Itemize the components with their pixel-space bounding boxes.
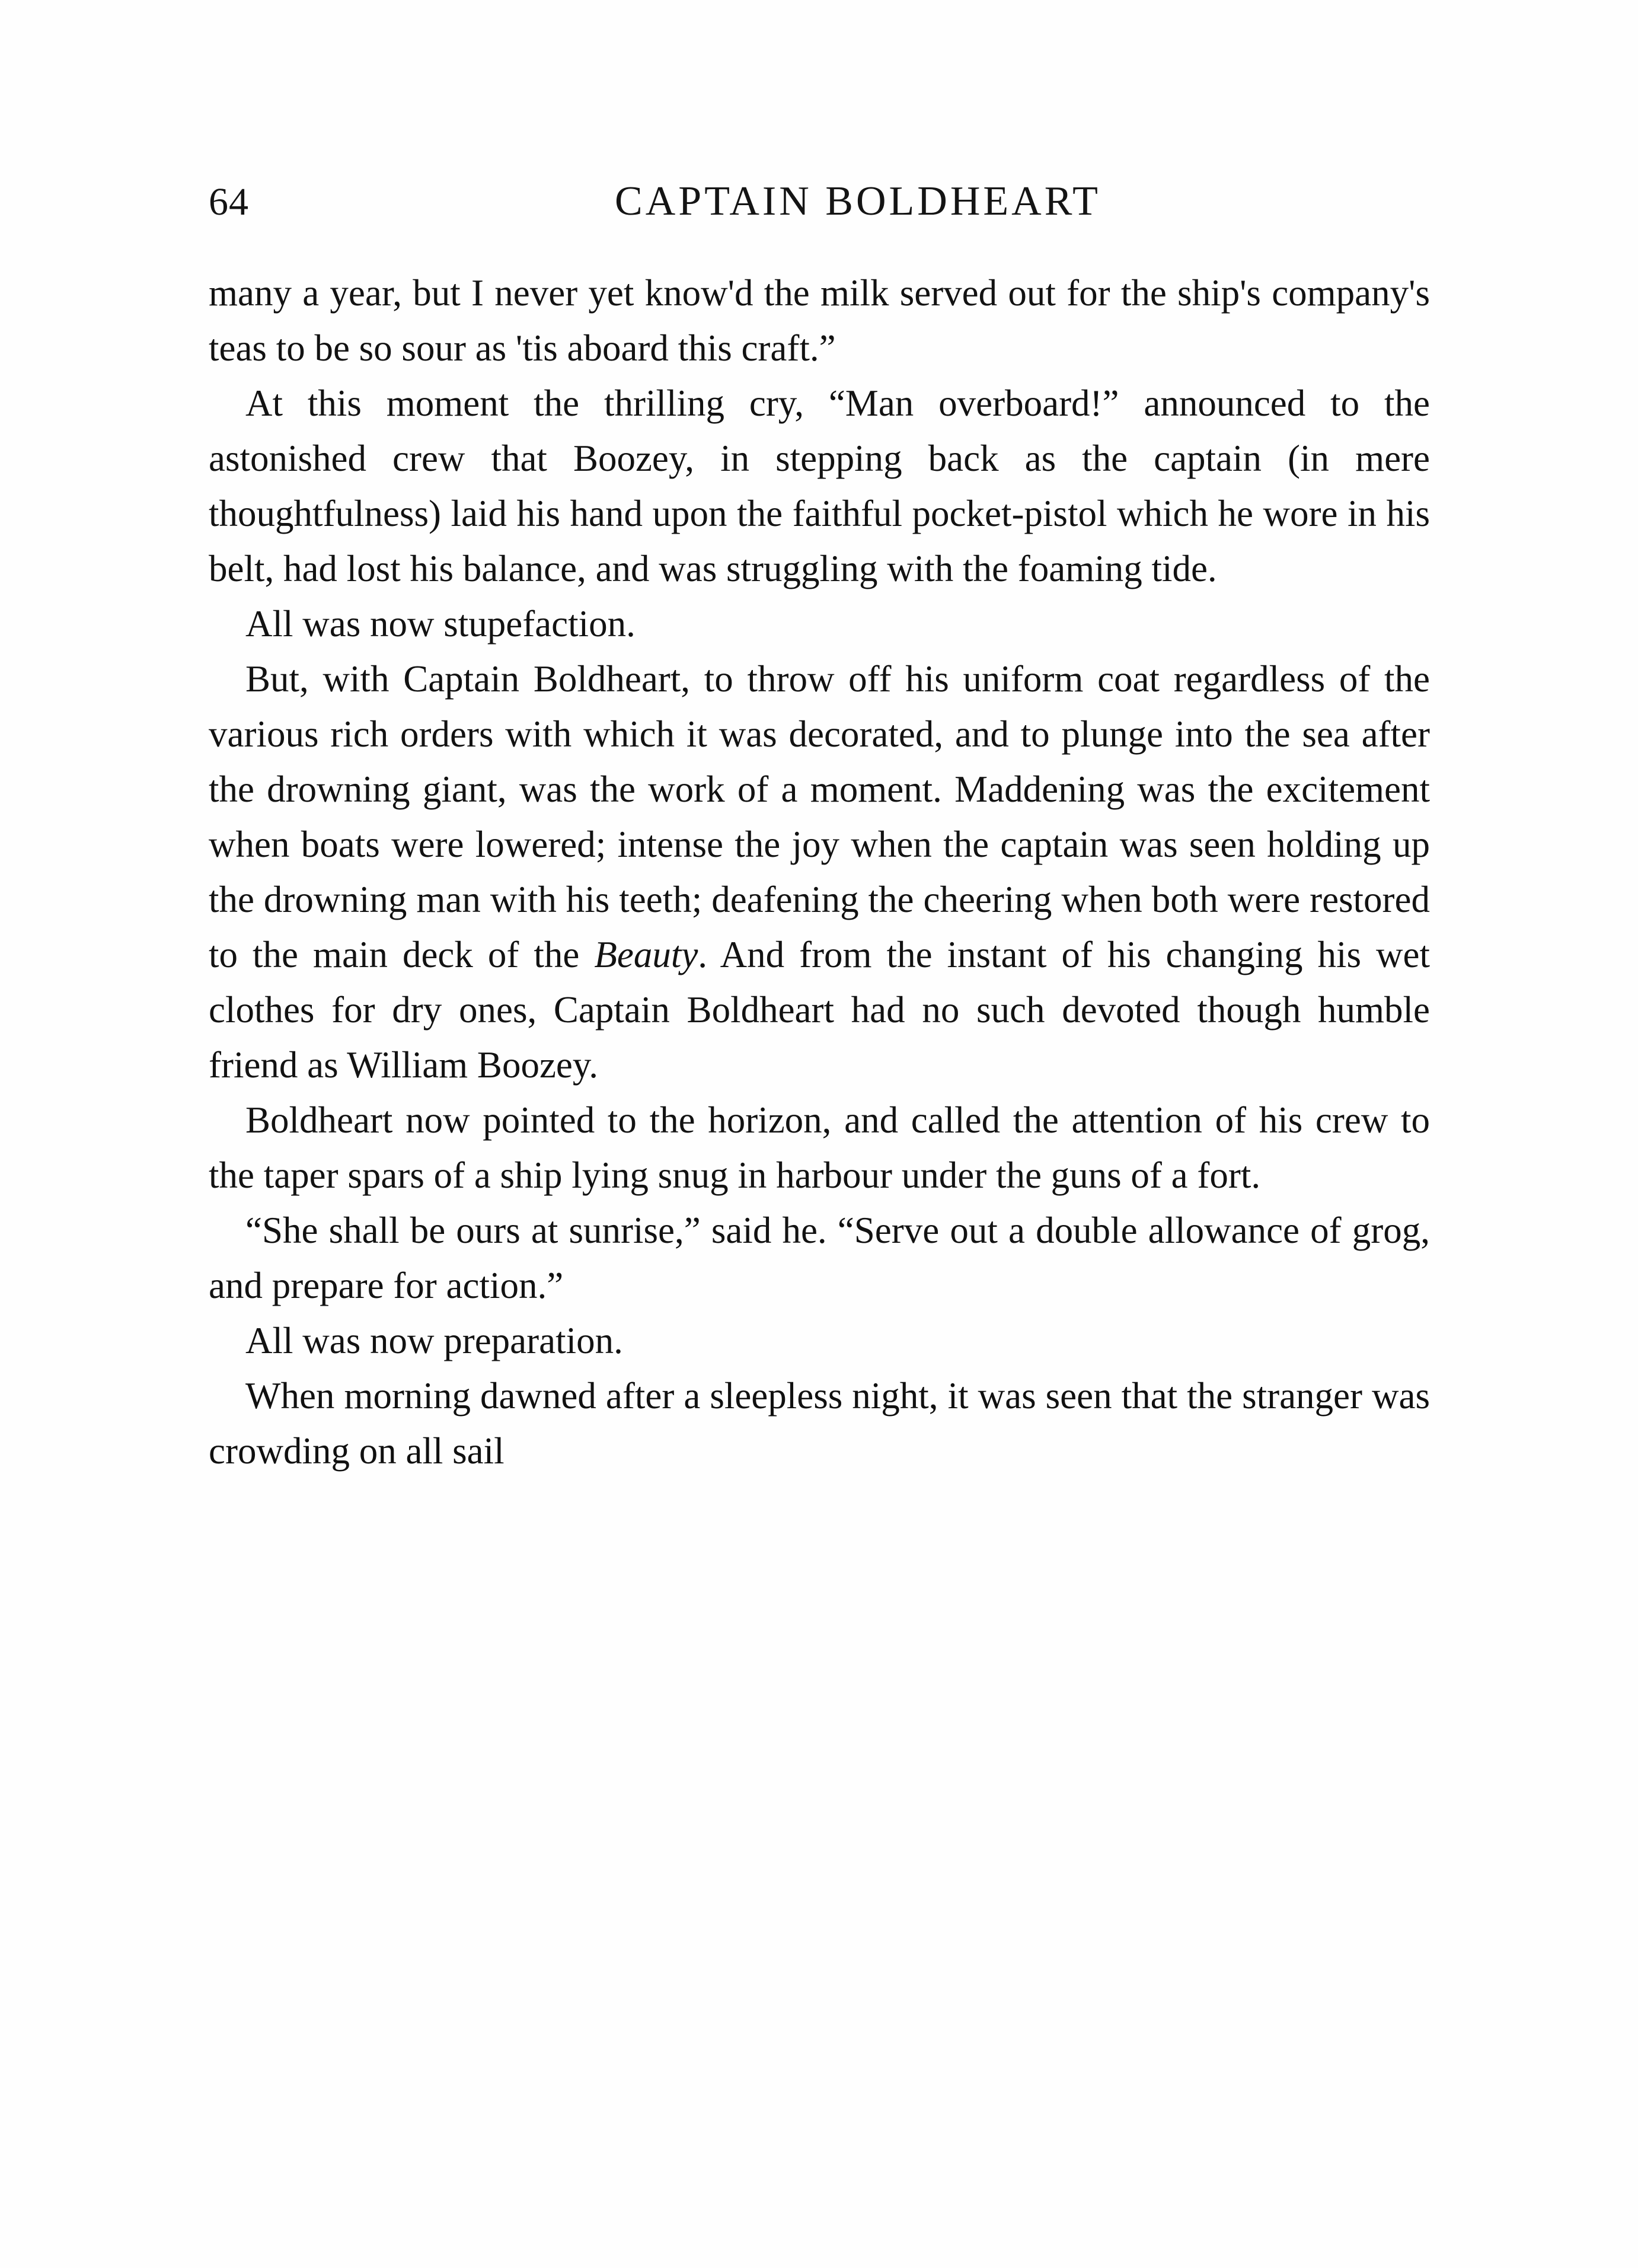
paragraph-4-part-a: But, with Captain Boldheart, to throw off his uniform coat regardless of the various rich orders with which it was decorated, and to plunge into the sea after the drowning giant, was the work of a moment. Maddening was the excitement when boats were lowered; intense the joy when the captain was seen holding up the drowning man with his teeth; deafening the cheering when both were restored to the main deck of the: [209, 658, 1430, 975]
paragraph-5: Boldheart now pointed to the horizon, and called the attention of his crew to the taper spars of a ship lying snug in harbour under the guns of a fort.: [209, 1099, 1430, 1196]
running-head: CAPTAIN BOLDHEART: [615, 178, 1101, 224]
page-number: 64: [209, 180, 249, 224]
paragraph-6: “She shall be ours at sunrise,” said he. “Serve out a double allowance of grog, and prepare for action.”: [209, 1210, 1430, 1306]
paragraph-2: At this moment the thrilling cry, “Man overboard!” announced to the astonished crew that Boozey, in stepping back as the captain (in mere thoughtfulness) laid his hand upon the faithful pocket-pistol which he wore in his belt, had lost his balance, and was struggling with the foaming tide.: [209, 382, 1430, 589]
paragraph-4-part-b: . And from the instant of his changing his wet clothes for dry ones, Captain Boldheart had no such devoted though humble friend as William Boozey.: [209, 934, 1430, 1086]
paragraph-7: All was now preparation.: [245, 1320, 623, 1361]
page-content: [209, 178, 1430, 1479]
paragraph-1: many a year, but I never yet know'd the milk served out for the ship's company's teas to be so sour as 'tis aboard this craft.”: [209, 272, 1430, 369]
paragraph-4: [209, 652, 1430, 1093]
page-header: [209, 178, 1430, 255]
body-text: [209, 266, 1430, 1479]
paragraph-3: All was now stupefaction.: [245, 603, 636, 645]
ship-name-beauty: Beauty: [594, 934, 698, 975]
paragraph-8: When morning dawned after a sleepless night, it was seen that the stranger was crowding on all sail: [209, 1375, 1430, 1472]
